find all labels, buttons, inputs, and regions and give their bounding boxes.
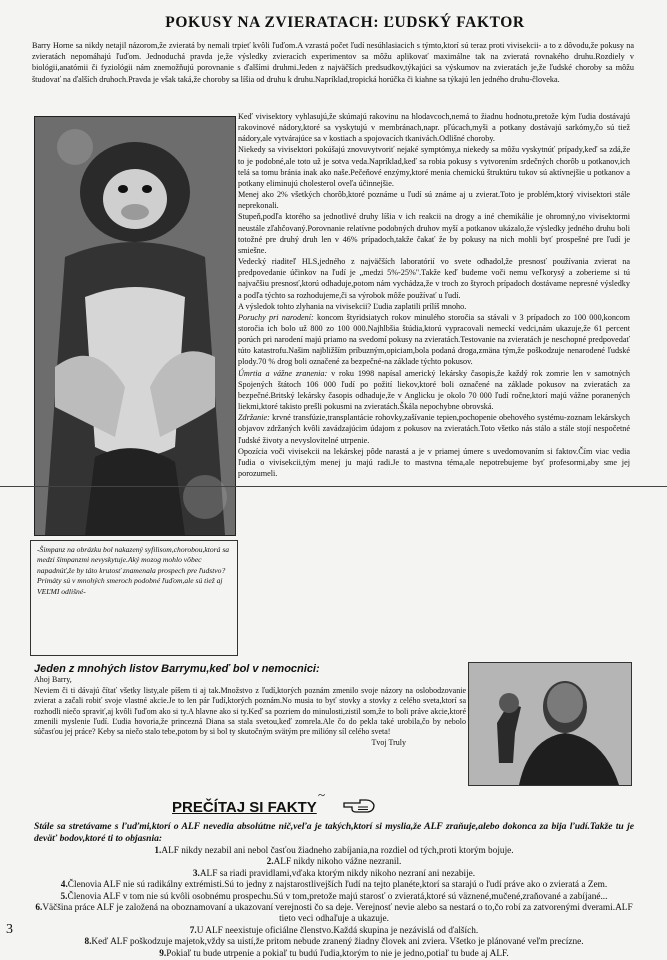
barry-horne-photo [468, 662, 632, 786]
point-delay [238, 412, 630, 445]
fact-item [34, 903, 634, 926]
fold-line [0, 486, 667, 487]
fact-item [34, 857, 634, 868]
pointing-hand-icon [342, 796, 376, 816]
letter-signature: Tvoj Truly [371, 737, 406, 747]
article-title: POKUSY NA ZVIERATACH: ĽUDSKÝ FAKTOR [165, 14, 525, 31]
fact-item [34, 892, 634, 903]
point-label: Poruchy pri narodení: [238, 312, 314, 322]
fact-text: Pokiaľ tu bude utrpenie a pokiaľ tu budú ľudia,ktorým to nie je jedno,potiaľ tu bude aj ALF. [166, 948, 509, 959]
letter-heading: Jeden z mnohých listov Barrymu,keď bol v nemocnici: [34, 663, 320, 675]
point-text: koncom štyridsiatych rokov minulého storočia sa stávali v 3 prípadoch zo 100 000,koncom storočia ich bolo už 800 zo 100 000.Najhlbšia štúdia,ktorú vypracovali nemeckí vedci,nám ukazuje,že 61 percent porúch pri narodení majú priamo na svedomí pokusy na zvieratách.Testovanie na zvieratách je neschopné predpovedať túto katastrofu.Našim najbližším príbuzným,opiciam,bola podaná droga,zmäna tým,že poškodzuje nenarodené ľudské plody.70 % drog boli označené za bezpečné-na základe týchto pokusov. [238, 312, 631, 367]
fact-number: 7. [189, 925, 197, 936]
letter-greeting: Ahoj Barry, [34, 675, 72, 685]
facts-title: PREČÍTAJ SI FAKTY [172, 799, 317, 816]
fact-number: 8. [84, 937, 92, 948]
fact-number: 5. [60, 891, 68, 902]
fact-item [34, 949, 634, 960]
fact-text: Keď ALF poškodzuje majetok,vždy sa uistí,že pritom nebude zranený žiadny človek ani zviera. Všetko je plánované veľm precízne. [91, 937, 584, 948]
fact-number: 4. [60, 880, 68, 891]
paragraph: Keď vivisektory vyhlasujú,že skúmajú rakovinu na hlodavcoch,nemá to žiadnu hodnotu,pretože kým ľudia dostávajú rakovinové nádory,ktoré sa vyskytujú v membránach,napr. pľúcach,myši a potkany dostávajú sarkómy,čo sú tiež nádory,ale vytvárajúce sa v kostiach a spojovacích tkanivách.Odlišné choroby. [238, 112, 630, 144]
facts-intro: Stále sa stretávame s ľuďmi,ktorí o ALF nevedia absolútne nič,veľa je takých,ktorí si myslia,že ALF zraňuje,alebo dokonca za bija ľudí.Takže tu je deväť bodov,ktoré ti to objasnia: [34, 821, 634, 845]
fact-text: ALF nikdy nikoho vážne nezranil. [273, 857, 402, 868]
fact-item [34, 880, 634, 891]
letter-body: Neviem či ti dávajú čítať všetky listy,ale píšem ti aj tak.Množstvo z ľudí,ktorých poznám zmenilo svoje názory na oslobodzovanie zvierat a začali robiť svoje vlastné akcie.Je to len pár ľudí,ktorých poznám.No musia to byť stovky a stovky z celého sveta,ktorí sa rozhodli niečo spraviť,aj kvôli ľuďom ako si ty.A hlavne ako si ty.Keď sa pozriem do minulosti,zistil som,že to boli práve akcie,ktoré zmenili myslenie ľudí. Ľudia hovoria,že princezná Diana sa stala svetou,keď zomrela.Ale čo do pekla také urobila,čo by nebolo súčasťou jej práce? Keby sa niečo stalo tebe,potom by si bol ty skutočným svätým pre milióny síl celého sveta! [34, 685, 466, 737]
fact-text: U ALF neexistuje oficiálne členstvo.Každá skupina je nezávislá od ďalších. [196, 925, 479, 936]
article-intro: Barry Horne sa nikdy netajil názorom,že zvieratá by nemali trpieť kvôli ľuďom.A vzrastá počet ľudí nesúhlasiacich s týmto,ktorí sú teraz proti vivisekcii- a to z dôvodu,že pokusy na zvieratách nepomáhajú ľuďom. Jednoduchá pravda je,že výsledky zvieracích experimentov sa môžu aplikovať maximálne tak na zvieratá rovnakého druhu.Rozdiely v biológii,anatómii či fyziológii nám znemožňujú porovnanie s ďalšími druhmi.Jeden z najväčších predsudkov,týkajúci sa výskumov na zvieratách je,že ľudské choroby sa môžu študovať na ďalších druhoch.Pravda je však taká,že choroby sa líšia od druhu k druhu.Napríklad,tropická horúčka či kiahne sa týkajú len jedného druhu-človeka. [32, 41, 634, 84]
paragraph: Vedecký riaditeľ HLS,jedného z najväčších laboratórií vo svete odhadol,že presnosť používania zvierat na predpovedanie účinkov na ľudí je „medzi 5%-25%".Takže keď budeme voči nemu veľkorysý a zoberieme si tú najvačšiu presnosť,ktorú odhaduje,potom nám vychádza,že v troch zo štyroch prípadoch dostávame nepresné výsledky a podľa týchto sa rozhodujeme,či sa výrobok môže používať u ľudí. [238, 257, 630, 300]
paragraph: A výsledok tohto zlyhania na vivisekcii? Ľudia zaplatili prílíš mnoho. [238, 301, 467, 311]
point-label: Úmrtia a vážne zranenia: [238, 368, 328, 378]
fact-item [34, 846, 634, 857]
paragraph: Opozícia voči vivisekcii na lekárskej pôde narastá a je v priamej úmere s uvedomovaním si faktov.Čím viac vedia ľudia o vivisekcii,tým menej ju majú radi.Je to mastvna téma,ale nepotrebujeme byť profesormi,aby sme jej porozumeli. [238, 446, 630, 478]
fact-text: Členovia ALF nie sú radikálny extrémisti.Sú to jedny z najstarostlivejších ľudí na tejto planéte,ktorí sa starajú o ľudí práve ako o zvieratá a Zem. [67, 880, 608, 891]
letter-block [34, 664, 466, 748]
point-label: Zdržanie: [238, 413, 270, 423]
facts-list [34, 846, 634, 960]
fact-number: 6. [35, 903, 43, 914]
point-deaths [238, 368, 630, 413]
photo-caption: -Šimpanz na obrázku bol nakazený syfilisom,chorobou,ktorá sa medzi šimpanzmi nevyskytuje.Aký mozog mohlo vôbec napadnúť,že by táto krutosť znamenala prospech pre ľudstvo?Primáty sú v mnohých smeroch podobné ľuďom,ale sú tiež aj VEĽMI odlišné- [30, 540, 238, 656]
point-text: krvné transfúzie,transplantácie rohovky,zašívanie tepien,pochopenie obehového systému-zoznam lekárskych objavov zdržaných kvôli zavádzajúcim údajom z pokusov na zvieratách.Toto všetko nás stálo a stále stojí nespočetné ľudské životy a nevyslovitelné utrpenie. [238, 413, 630, 445]
article-body [238, 111, 630, 479]
fact-number: 2. [266, 857, 274, 868]
chimpanzee-photo [34, 116, 236, 536]
fact-number: 9. [159, 948, 167, 959]
fact-item [34, 926, 634, 937]
fact-text: ALF nikdy nezabil ani nebol časťou žiadneho zabíjania,na rozdiel od tých,proti ktorým bojuje. [161, 846, 514, 856]
fact-number: 1. [154, 846, 162, 856]
fact-item [34, 937, 634, 948]
paragraph: Niekedy sa vivisektori pokúšajú znovuvytvoriť nejaké symptómy,a niekedy sa môžu vyskytnúť prípady,keď sa zdá,že to je podobné,ale toto už je sotva veda.Napríklad,keď sa robia pokusy s vytvorením srdečných chorôb u potkanov,ich telá sa tomu bránia inak ako naše.Pečeňové enzýmy,ktoré menia chemickú štruktúru tukov sú aktívnejšie u potkanov a potkany eliminujú cholesterol oveľa účinnejšie. [238, 145, 630, 188]
fact-number: 3. [192, 868, 200, 879]
fact-text: ALF sa riadi pravidlami,vďaka ktorým nikdy nikoho nezraní ani nezabije. [199, 868, 476, 879]
fact-text: Väčšina práce ALF je založená na oboznamovaní a ukazovaní verejnosti čo sa deje. Verejnosť nevie alebo sa nestará o to,čo robí za zatvorenými dverami.ALF tieto veci odhaľuje a ukazuje. [42, 903, 633, 925]
fact-text: Členovia ALF v tom nie sú kvôli osobnému prospechu.Sú v tom,pretože majú starosť o zvieratá,ktoré sú väznené,mučené,zraňované a zabíjané... [67, 891, 608, 902]
point-birth-defects [238, 312, 630, 368]
decorative-mark: ~ [318, 787, 326, 802]
fact-item [34, 869, 634, 880]
paragraph: Menej ako 2% všetkých chorôb,ktoré poznáme u ľudí sú známe aj u zvierat.Toto je problém,ktorý vivisektori stále neprekonali. [238, 190, 630, 211]
page-number: 3 [6, 922, 13, 937]
point-text: v roku 1998 napísal americký lekársky časopis,že každý rok zomrie len v samotných Spojených štátoch 106 000 ľudí po požití liekov,ktoré boli označené na základe pokusov na zvieratách za bezpečné.Britský lekársky časopis odhaduje,že v Anglicku je okolo 70 000 ľudí ročne,ktorí majú vážne poranených liekmi,ktoré takisto prešli pokusmi na zvieratách.Škála nepochybne obrovská. [238, 368, 631, 412]
paragraph: Stupeň,podľa ktorého sa jednotlivé druhy líšia v ich reakcii na drogy a iné chemikálie je ohromný,no vivisektormi neustále zľahčovaný.Porovnanie relatívne podobných druhov myší a potkanov ukázalo,že výsledky jedného druhu boli totožné pre druhý druh len v 46% prípadoch,takže čakať že by pokusy na nich mohli byť prospešné pre ľudí je smiešne. [238, 212, 630, 255]
